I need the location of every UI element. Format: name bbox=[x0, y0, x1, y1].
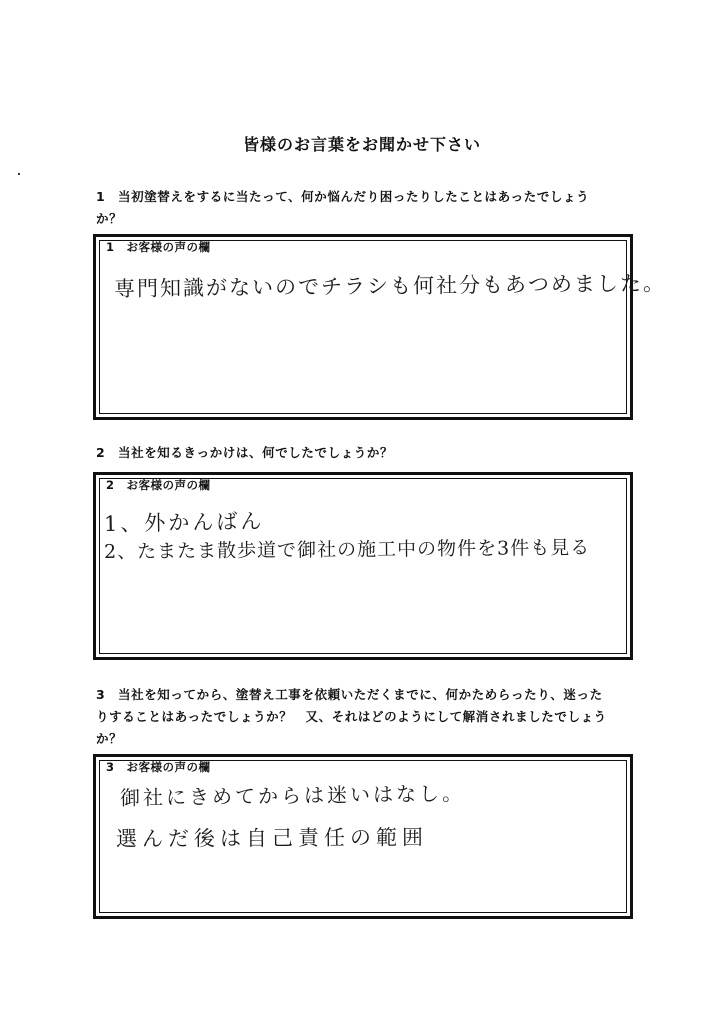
question-1-line-1 bbox=[96, 186, 656, 208]
question-3-line-2: りすることはあったでしょうか？ 又、それはどのようにして解消されましたでしょう bbox=[96, 709, 607, 724]
answer-box-3 bbox=[93, 754, 633, 919]
answer-2-handwriting-line-1: 1、外かんばん bbox=[103, 509, 265, 536]
answer-2-handwriting-line-2: 2、たまたま散歩道で御社の施工中の物件を3件も見る bbox=[103, 536, 591, 563]
question-1-line-2: か？ bbox=[96, 211, 123, 226]
question-2-line-1 bbox=[96, 442, 656, 464]
answer-box-1-label: 1 お客様の声の欄 bbox=[106, 240, 211, 254]
answer-box-1-inner-border bbox=[99, 240, 627, 414]
answer-3-handwriting-line-2: 選んだ後は自己責任の範囲 bbox=[115, 825, 429, 851]
question-3 bbox=[96, 684, 656, 750]
question-3-line-1 bbox=[96, 684, 656, 706]
page-title: 皆様のお言葉をお聞かせ下さい bbox=[242, 135, 481, 154]
answer-box-2-inner-border bbox=[99, 478, 627, 654]
answer-box-1 bbox=[93, 234, 667, 420]
question-1-number: 1 bbox=[96, 189, 106, 204]
question-2-text: 当社を知るきっかけは、何でしたでしょうか？ bbox=[118, 445, 394, 460]
answer-1-handwriting: 専門知識がないのでチラシも何社分もあつめました。 bbox=[113, 271, 667, 301]
question-3-number: 3 bbox=[96, 687, 106, 702]
answer-box-2 bbox=[93, 472, 633, 660]
stray-mark bbox=[18, 173, 20, 175]
question-1 bbox=[96, 186, 656, 230]
question-1-text: 当初塗替えをするに当たって、何か悩んだり困ったりしたことはあったでしょう bbox=[118, 189, 590, 204]
answer-box-2-label: 2 お客様の声の欄 bbox=[106, 478, 211, 492]
question-3-line-3: か？ bbox=[96, 731, 123, 746]
question-2 bbox=[96, 442, 656, 464]
question-3-text: 当社を知ってから、塗替え工事を依頼いただくまでに、何かためらったり、迷った bbox=[118, 687, 603, 702]
answer-box-3-label: 3 お客様の声の欄 bbox=[106, 760, 211, 774]
answer-3-handwriting-line-1: 御社にきめてからは迷いはなし。 bbox=[119, 781, 466, 810]
question-2-number: 2 bbox=[96, 445, 106, 460]
